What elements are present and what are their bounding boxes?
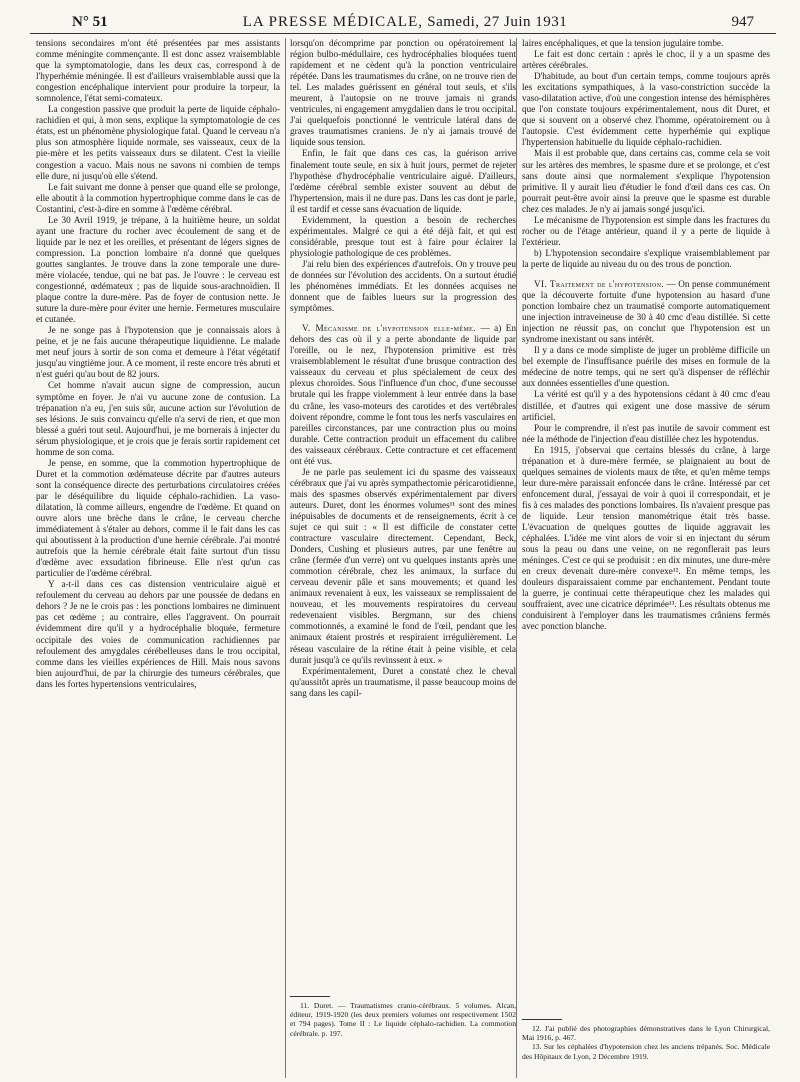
paragraph: Le fait suivant me donne à penser que quand elle se prolonge, elle aboutit à la commotion hypertrophique comme dans le cas de Costantini, c'est-à-dire en somme à l'œdème cérébral. <box>36 181 280 214</box>
journal-title: LA PRESSE MÉDICALE, <box>242 14 423 30</box>
footnotes-column-2 <box>290 990 516 1038</box>
footnote-rule <box>290 996 330 997</box>
paragraph: La vérité est qu'il y a des hypotensions cédant à 40 cmc d'eau distillée, et d'autres qui exigent une dose massive de sérum artificiel. <box>522 389 770 422</box>
paragraph: Evidemment, la question a besoin de recherches expérimentales. Malgré ce qui a été déjà fait, et qui est considérable, presque tout est à faire pour éclairer la physiologie pathologique de ces problèmes. <box>290 214 516 258</box>
issue-number: N° 51 <box>72 14 108 30</box>
paragraph: Je ne songe pas à l'hypotension que je connaissais alors à peine, et je ne fais aucune thérapeutique liquidienne. Le malade met neuf jours à sortir de son coma et demeure à l'état végétatif jusqu'au vingtième jour. A ce moment, il reste encore très abruti et n'est guéri qu'au bout de 82 jours. <box>36 325 280 380</box>
section-vi-opening <box>522 279 770 345</box>
column-3 <box>522 38 770 632</box>
footnote-rule <box>522 1019 562 1020</box>
paragraph: Pour le comprendre, il n'est pas inutile de savoir comment est née la méthode de l'injection d'eau distillée chez les hypotendus. <box>522 422 770 444</box>
column-separator <box>285 38 286 1078</box>
paragraph: Le 30 Avril 1919, je trépane, à la huitième heure, un soldat ayant une fracture du rocher avec écoulement de sang et de liquide par le nez et les oreilles, et présentant de légers signes de compression. La ponction lombaire n'a donné que quelques gouttes sanglantes. Je trouve dans la zone temporale une dure-mère violacée, tendue, qui ne bat pas. Je l'ouvre : le cerveau est congestionné, œdémateux ; pas de liquide sous-arachnoïdien. Il plaque contre la dure-mère. Pas de foyer de contusion nette. Je suture la dure-mère pour éviter une hernie. Fermetures musculaire et cutanée. <box>36 214 280 325</box>
footnote: 11. Duret. — Traumatismes cranio-cérébraux. 5 volumes. Alcan, éditeur, 1919-1920 (les deux premiers volumes ont respectivement 1502 et 794 pages). Tome II : Le liquide céphalo-rachidien. La commotion cérébrale. p. 197. <box>290 1001 516 1038</box>
paragraph: Le mécanisme de l'hypotension est simple dans les fractures du rocher ou de l'étage antérieur, quand il y a perte de liquide à l'extérieur. <box>522 214 770 247</box>
paragraph: Enfin, le fait que dans ces cas, la guérison arrive finalement toute seule, en six à huit jours, permet de rejeter l'hypothèse d'hydrocéphalie ventriculaire aiguë. D'ailleurs, l'œdème cérébral semble exister souvent au début de l'hypertension, mais il ne dure pas. Dans les cas dont je parle, il est tardif et cesse sans évacuation de liquide. <box>290 148 516 214</box>
paragraph: — On pense communément que la découverte fortuite d'une hypotension au hasard d'une ponction lombaire chez un traumatisé comporte automatiquement une injection intraveineuse de 30 à 40 cmc d'eau distillée. Si cette injection ne réussit pas, on conclut que l'hypotension est un syndrome inexistant ou sans intérêt. <box>522 278 771 345</box>
paragraph: En 1915, j'observai que certains blessés du crâne, à large trépanation et à dure-mère fermée, se plaignaient au bout de quelques semaines de violents maux de tête, et qu'en même temps leur dure-mère paraissait enfoncée dans le crâne. Intéressé par cet enfoncement dural, j'essayai de voir à quoi il correspondait, et je fis à ces malades des ponctions lombaires. Ils n'avaient presque pas de liquide. Leur tension manométrique était très basse. L'évacuation de quelques gouttes de liquide aggravait les céphalées. L'idée me vint alors de voir si en injectant du sérum sous la peau ou dans une veine, on ne regonflerait pas leurs méninges. C'est ce qui se produisit : en dix minutes, une dure-mère en creux devenait dure-mère convexe¹². En même temps, les douleurs disparaissaient comme par enchantement. Pendant toute la guerre, je continuai cette thérapeutique chez les malades qui souffraient, avec une cicatrice déprimée¹³. Les résultats obtenus me conduisirent à l'employer dans les traumatismes crâniens fermés avec ponction blanche. <box>522 444 770 632</box>
paragraph: Expérimentalement, Duret a constaté chez le cheval qu'aussitôt après un traumatisme, il passe beaucoup moins de sang dans les capil- <box>290 665 516 698</box>
paragraph: lorsqu'on décomprime par ponction ou opératoirement la région bulbo-médullaire, ces hydrocéphalies bloquées tuent rapidement et ne cèdent qu'à la ponction ventriculaire répétée. Dans les traumatismes du crâne, on ne trouve rien de tel. Les malades guérissent en général tout seuls, et s'ils meurent, à l'autopsie on ne trouve jamais ni grands ventricules, ni engagement amygdalien dans le trou occipital. J'ai quelquefois ponctionné le ventricule latéral dans de graves traumatismes craniens. Je n'y ai jamais trouvé de liquide sous tension. <box>290 38 516 148</box>
journal-title-line <box>36 14 774 31</box>
paragraph: Le fait est donc certain : après le choc, il y a un spasme des artères cérébrales. <box>522 49 770 71</box>
paragraph: Y a-t-il dans ces cas distension ventriculaire aiguë et refoulement du cerveau au dehors par une poussée de dedans en dehors ? Je ne le crois pas : les ponctions lombaires ne diminuent pas cet œdème ; au contraire, elles l'aggravent. On pourrait évidemment dire qu'il y a hydrocéphalie bloquée, fermeture occipitale des voies de communication rachidiennes par refoulement des amygdales cérébelleuses dans le trou occipital, comme dans les vieilles expériences de Hill. Mais nous savons bien aujourd'hui, de par la chirurgie des tumeurs cérébrales, que dans les fortes hypertensions ventriculaires, <box>36 579 280 689</box>
section-title: VI. Traitement de l'hypotension. <box>534 278 665 289</box>
footnote: 13. Sur les céphalées d'hypotension chez les anciens trépanés. Soc. Médicale des Hôpitaux de Lyon, 2 Décembre 1919. <box>522 1042 770 1061</box>
footnotes-column-3 <box>522 1013 770 1061</box>
section-title: V. Mécanisme de l'hypotension elle-même. <box>302 323 476 334</box>
paragraph: Il y a dans ce mode simpliste de juger un problème difficile un bel exemple de l'insuffisance puérile des mises en formule de la médecine de notre temps, qui ne sert qu'à dispenser de réfléchir aux données essentielles d'une question. <box>522 345 770 389</box>
paragraph: Mais il est probable que, dans certains cas, comme cela se voit sur les artères des membres, le spasme dure et se prolonge, et c'est sans doute ainsi que normalement s'explique l'hypotension primitive. Il y aurait lieu d'étudier le fond d'œil dans ces cas. On pourrait peut-être avoir ainsi la preuve que le spasme est durable chez ces malades. Je n'y ai jamais songé jusqu'ici. <box>522 148 770 214</box>
column-separator <box>516 38 517 1078</box>
paragraph: Cet homme n'avait aucun signe de compression, aucun symptôme en foyer. Je n'ai vu aucune zone de contusion. La trépanation n'a eu, j'en suis sûr, aucune action sur l'évolution de ses lésions. Je suis convaincu qu'elle n'a servi de rien, et que mon blessé a guéri tout seul. Aujourd'hui, je me bornerais à injecter du sérum physiologique, et je crois que je ferais sortir rapidement cet homme de son coma. <box>36 380 280 457</box>
paragraph: D'habitude, au bout d'un certain temps, comme toujours après les excitations sympathiques, à la vaso-constriction succède la vaso-dilatation active, d'où une congestion intense des hémisphères que l'on constate toujours expérimentalement, nous dit Duret, et que si souvent on a observé chez l'homme, opératoirement ou à l'autopsie. C'est évidemment cette hyperhémie qui explique l'hypertension habituelle du liquide céphalo-rachidien. <box>522 71 770 148</box>
paragraph: Je ne parle pas seulement ici du spasme des vaisseaux cérébraux que j'ai vu après sympathectomie péricarotidienne, mais des spasmes observés expérimentalement par divers auteurs. Duret, dont les énormes volumes¹¹ sont des mines inépuisables de documents et de renseignements, écrit à ce sujet ce qui suit : « Il est difficile de constater cette contracture vasculaire directement. Cependant, Beck, Donders, Cushing et plusieurs autres, par une fenêtre au crâne (fermée d'un verre) ont vu quelques instants après une commotion cérébrale, chez les animaux, la surface du cerveau devenir pâle et sans mouvements; et quand les animaux revenaient à eux, les vaisseaux se remplissaient de nouveau, et les mouvements respiratoires du cerveau redevenaient visibles. Bergmann, sur des chiens commotionnés, a examiné le fond de l'œil, pendant que les animaux étaient prostrés et respiraient irrégulièrement. Le réseau vasculaire de la rétine était à peine visible, et cela durait jusqu'à ce qu'ils revinssent à eux. » <box>290 466 516 665</box>
paragraph: La congestion passive que produit la perte de liquide céphalo-rachidien et qui, à mon sens, explique la symptomatologie de ces états, est un phénomène physiologique fatal. Quand le cerveau n'a plus son atmosphère liquide normale, ses vaisseaux, ceux de la pie-mère et les petits vaisseaux durs se dilatent. C'est la vieille congestion a vacuo. Mais nous ne savons ni combien de temps elle dure, ni jusqu'où elle s'étend. <box>36 104 280 181</box>
paragraph: — a) En dehors des cas où il y a perte abondante de liquide par l'oreille, ou le nez, l'hypotension primitive est très vraisemblablement le résultat d'une brusque contraction des vaisseaux du cerveau et plus spécialement de ceux des plexus choroïdes. Sous l'influence d'un choc, d'une secousse brutale qui les frappe violemment à leur entrée dans la base du crâne, les vaso-moteurs des carotides et des vertébrales doivent répondre, comme le font tous les nerfs vasculaires en pareilles circonstances, par une contraction plus ou moins durable. Cette contraction produit un effacement du calibre des vaisseaux cérébraux. Cette contracture et cet effacement ont été vus. <box>290 323 517 466</box>
issue-date: Samedi, 27 Juin 1931 <box>427 14 568 30</box>
paragraph: J'ai relu bien des expériences d'autrefois. On y trouve peu de données sur l'évolution des accidents. On a surtout étudié les phénomènes immédiats. Et les données acquises ne donnent que de faibles lueurs sur la progression des symptômes. <box>290 258 516 314</box>
page-number: 947 <box>731 14 754 30</box>
paragraph: b) L'hypotension secondaire s'explique vraisemblablement par la perte de liquide au niveau du ou des trous de ponction. <box>522 247 770 269</box>
column-1 <box>36 38 280 690</box>
paragraph: Je pense, en somme, que la commotion hypertrophique de Duret et la commotion œdémateuse décrite par d'autres auteurs sont la conséquence directe des perturbations circulatoires créées par le déséquilibre du liquide céphalo-rachidien. La vaso-dilatation, là comme ailleurs, engendre de l'œdème. Et quand on ouvre alors une brèche dans le crâne, le cerveau cherche immédiatement à s'étaler au dehors, comme il le fait dans les cas qui aboutissent à la production d'une hernie cérébrale. J'ai montré autrefois que la hernie cérébrale était faite surtout d'un tissu d'œdème avec exsudation fibrineuse. Elle n'est qu'un cas particulier de l'œdème cérébral. <box>36 457 280 579</box>
paragraph: laires encéphaliques, et que la tension jugulaire tombe. <box>522 38 724 48</box>
section-v-opening <box>290 323 516 467</box>
footnote: 12. J'ai publié des photographies démonstratives dans le Lyon Chirurgical, Mai 1916, p. 467. <box>522 1024 770 1043</box>
header-rule <box>30 33 776 34</box>
paragraph: tensions secondaires m'ont été présentées par mes assistants comme méningite commençante. Il est donc assez vraisemblable que la symptomatologie, dans les deux cas, correspond à de l'hyperhémie méningée. Il est d'ailleurs vraisemblable aussi que la congestion encéphalique intervient pour produire la torpeur, la somnolence, l'état semi-comateux. <box>36 38 280 104</box>
column-2 <box>290 38 516 699</box>
